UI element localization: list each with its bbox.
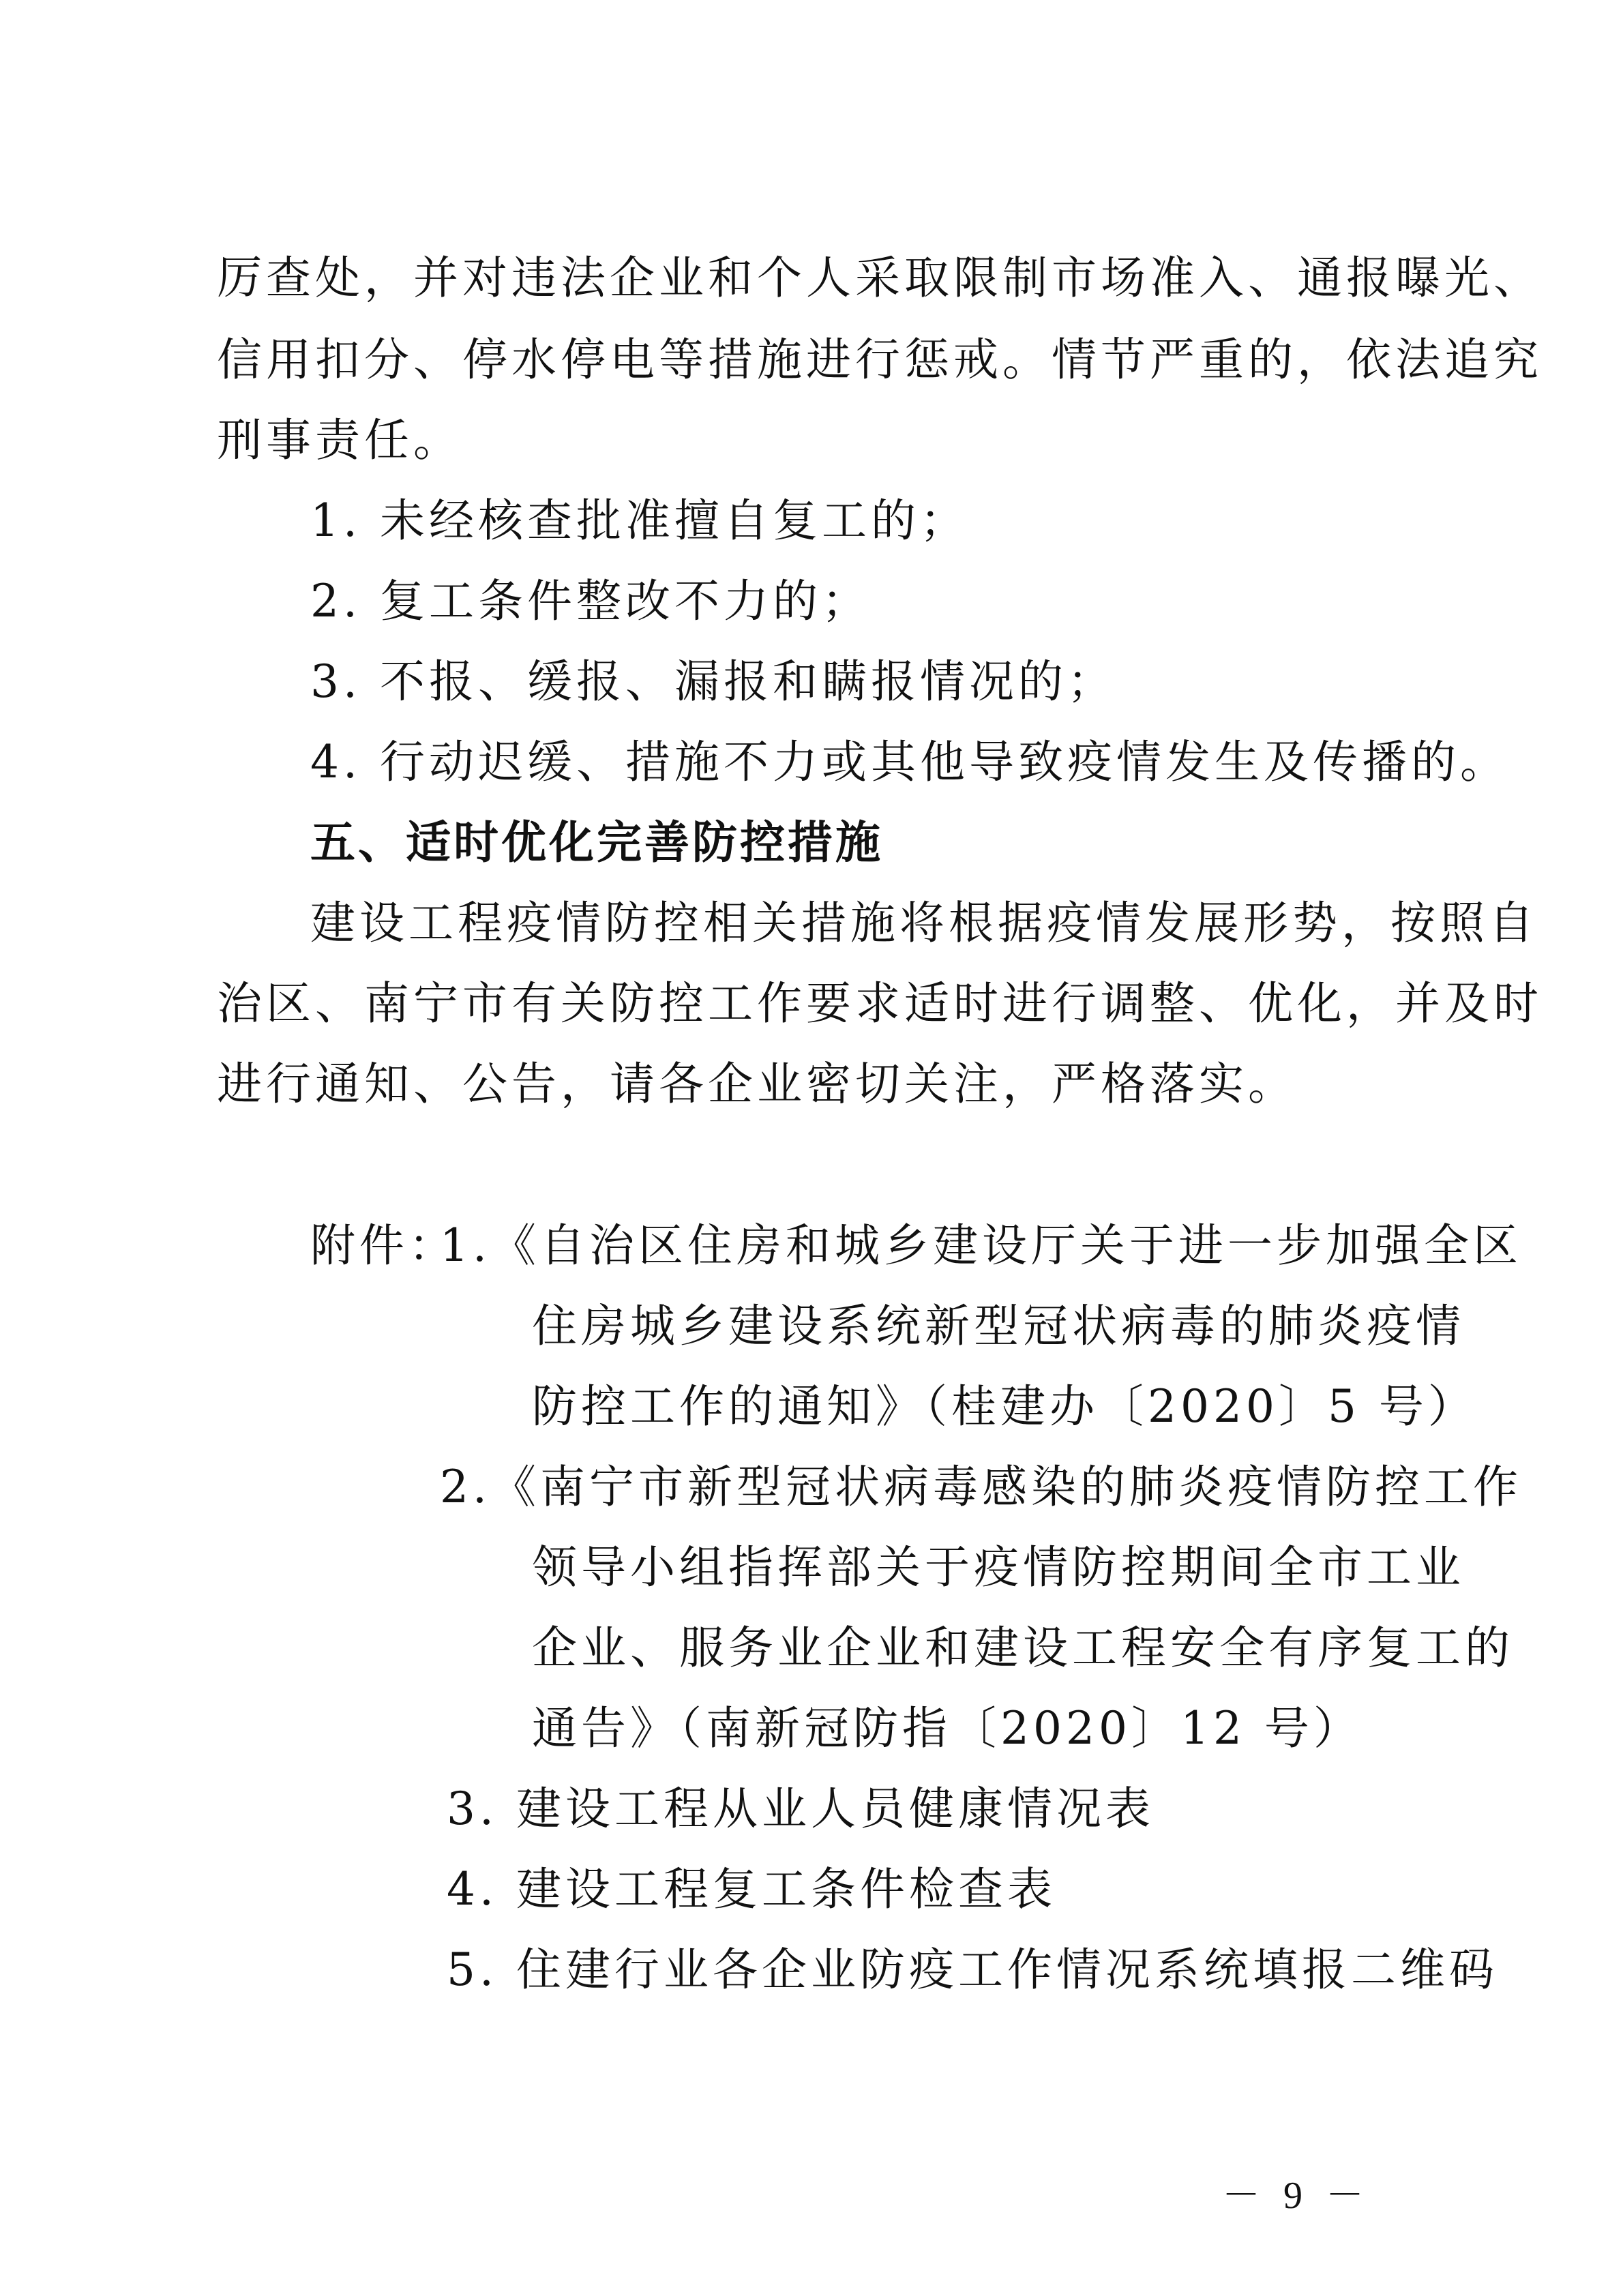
attachment-item-continued: 防控工作的通知》（桂建办〔2020〕5 号） — [532, 1380, 1477, 1433]
attachment-item: 3. 建设工程从业人员健康情况表 — [447, 1783, 1155, 1835]
list-item: 3. 不报、缓报、漏报和瞒报情况的； — [310, 655, 1116, 708]
attachment-item: 5. 住建行业各企业防疫工作情况系统填报二维码 — [447, 1943, 1498, 1996]
paragraph-line: 治区、南宁市有关防控工作要求适时进行调整、优化，并及时 — [217, 977, 1543, 1030]
attachment-item-continued: 住房城乡建设系统新型冠状病毒的肺炎疫情 — [532, 1300, 1465, 1352]
attachment-item: 2.《南宁市新型冠状病毒感染的肺炎疫情防控工作 — [440, 1461, 1522, 1513]
attachment-item: 1.《自治区住房和城乡建设厅关于进一步加强全区 — [440, 1219, 1522, 1272]
paragraph-line: 信用扣分、停水停电等措施进行惩戒。情节严重的，依法追究 — [217, 333, 1543, 386]
list-item: 1. 未经核查批准擅自复工的； — [310, 494, 969, 547]
page-number: － 9 － — [1222, 2175, 1371, 2217]
attachment-item-continued: 通告》（南新冠防指〔2020〕12 号） — [532, 1702, 1363, 1755]
section-heading: 五、适时优化完善防控措施 — [310, 816, 883, 869]
attachment-item: 4. 建设工程复工条件检查表 — [447, 1863, 1056, 1915]
list-item: 2. 复工条件整改不力的； — [310, 575, 871, 627]
attachment-item-continued: 领导小组指挥部关于疫情防控期间全市工业 — [532, 1541, 1465, 1594]
paragraph-line: 进行通知、公告，请各企业密切关注，严格落实。 — [217, 1058, 1297, 1110]
paragraph-line: 刑事责任。 — [217, 414, 462, 466]
attachments-label: 附件： — [310, 1219, 458, 1272]
paragraph-line: 厉查处，并对违法企业和个人采取限制市场准入、通报曝光、 — [217, 252, 1543, 304]
attachment-item-continued: 企业、服务业企业和建设工程安全有序复工的 — [532, 1622, 1514, 1674]
list-item: 4. 行动迟缓、措施不力或其他导致疫情发生及传播的。 — [310, 736, 1509, 788]
paragraph-line: 建设工程疫情防控相关措施将根据疫情发展形势，按照自 — [310, 897, 1538, 949]
